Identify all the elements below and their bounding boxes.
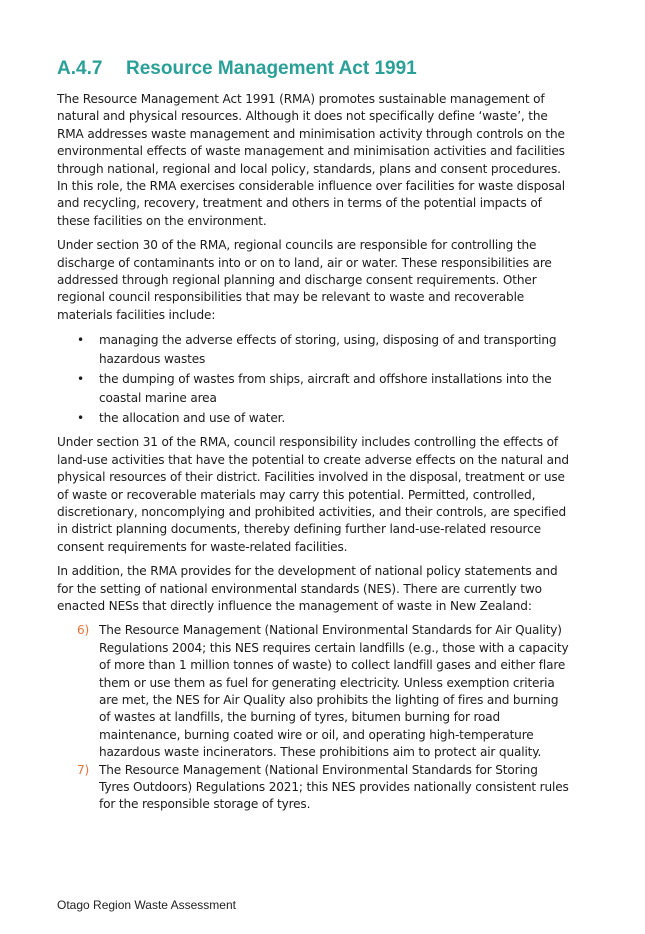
list-item <box>57 409 569 428</box>
list-number: 6) <box>77 623 90 638</box>
section-number: A.4.7 <box>57 58 103 79</box>
bullet-icon: • <box>77 411 84 426</box>
list-item-text: The Resource Management (National Environmental Standards for Air Quality) Regulations 2004; this NES requires certain landfills (e.g., those with a capacity of more than 1 million tonnes of waste) to collect landfill gases and either flare them or use them as fuel for generating electricity. Unless exemption criteria are met, the NES for Air Quality also prohibits the lighting of fires and burning of wastes at landfills, the burning of tyres, bitumen burning for road maintenance, burning coated wire or oil, and operating high-temperature hazardous waste incinerators. These prohibitions aim to protect air quality. <box>99 623 569 760</box>
list-item-text: the allocation and use of water. <box>99 411 286 426</box>
list-item <box>57 370 569 408</box>
list-item-text: The Resource Management (National Environmental Standards for Storing Tyres Outdoors) Regulations 2021; this NES provides nationally consistent rules for the responsible storage of tyres. <box>99 762 569 812</box>
regional-responsibilities-list <box>57 331 569 428</box>
list-item <box>57 331 569 369</box>
list-item <box>57 622 569 761</box>
nes-list <box>57 622 569 813</box>
bullet-icon: • <box>77 372 84 387</box>
bullet-icon: • <box>77 333 84 348</box>
list-item-text: the dumping of wastes from ships, aircraft and offshore installations into the coastal marine area <box>99 372 552 406</box>
page-footer: Otago Region Waste Assessment <box>57 898 236 912</box>
list-item-text: managing the adverse effects of storing, using, disposing of and transporting hazardous wastes <box>99 333 557 367</box>
list-item <box>57 762 569 814</box>
section-body <box>57 91 569 814</box>
section-title: Resource Management Act 1991 <box>126 58 417 79</box>
paragraph-section-31: Under section 31 of the RMA, council responsibility includes controlling the effects of land-use activities that have the potential to create adverse effects on the natural and physical resources of their district. Facilities involved in the disposal, treatment or use of waste or recoverable materials may carry this potential. Permitted, controlled, discretionary, noncomplying and prohibited activities, and their controls, are specified in district planning documents, thereby defining further land-use-related resource consent requirements for waste-related facilities. <box>57 435 569 554</box>
section-heading <box>57 57 417 81</box>
paragraph-section-30: Under section 30 of the RMA, regional councils are responsible for controlling the discharge of contaminants into or on to land, air or water. These responsibilities are addressed through regional planning and discharge consent requirements. Other regional council responsibilities that may be relevant to waste and recoverable materials facilities include: <box>57 238 552 322</box>
paragraph-rma-intro: The Resource Management Act 1991 (RMA) promotes sustainable management of natural and physical resources. Although it does not specifically define ‘waste’, the RMA addresses waste management and minimisation activity through controls on the environmental effects of waste management and minimisation activities and facilities through national, regional and local policy, standards, plans and consent procedures. In this role, the RMA exercises considerable influence over facilities for waste disposal and recycling, recovery, treatment and others in terms of the potential impacts of these facilities on the environment. <box>57 92 565 228</box>
list-number: 7) <box>77 762 90 777</box>
paragraph-nes-intro: In addition, the RMA provides for the development of national policy statements and for the setting of national environmental standards (NES). There are currently two enacted NESs that directly influence the management of waste in New Zealand: <box>57 564 558 613</box>
